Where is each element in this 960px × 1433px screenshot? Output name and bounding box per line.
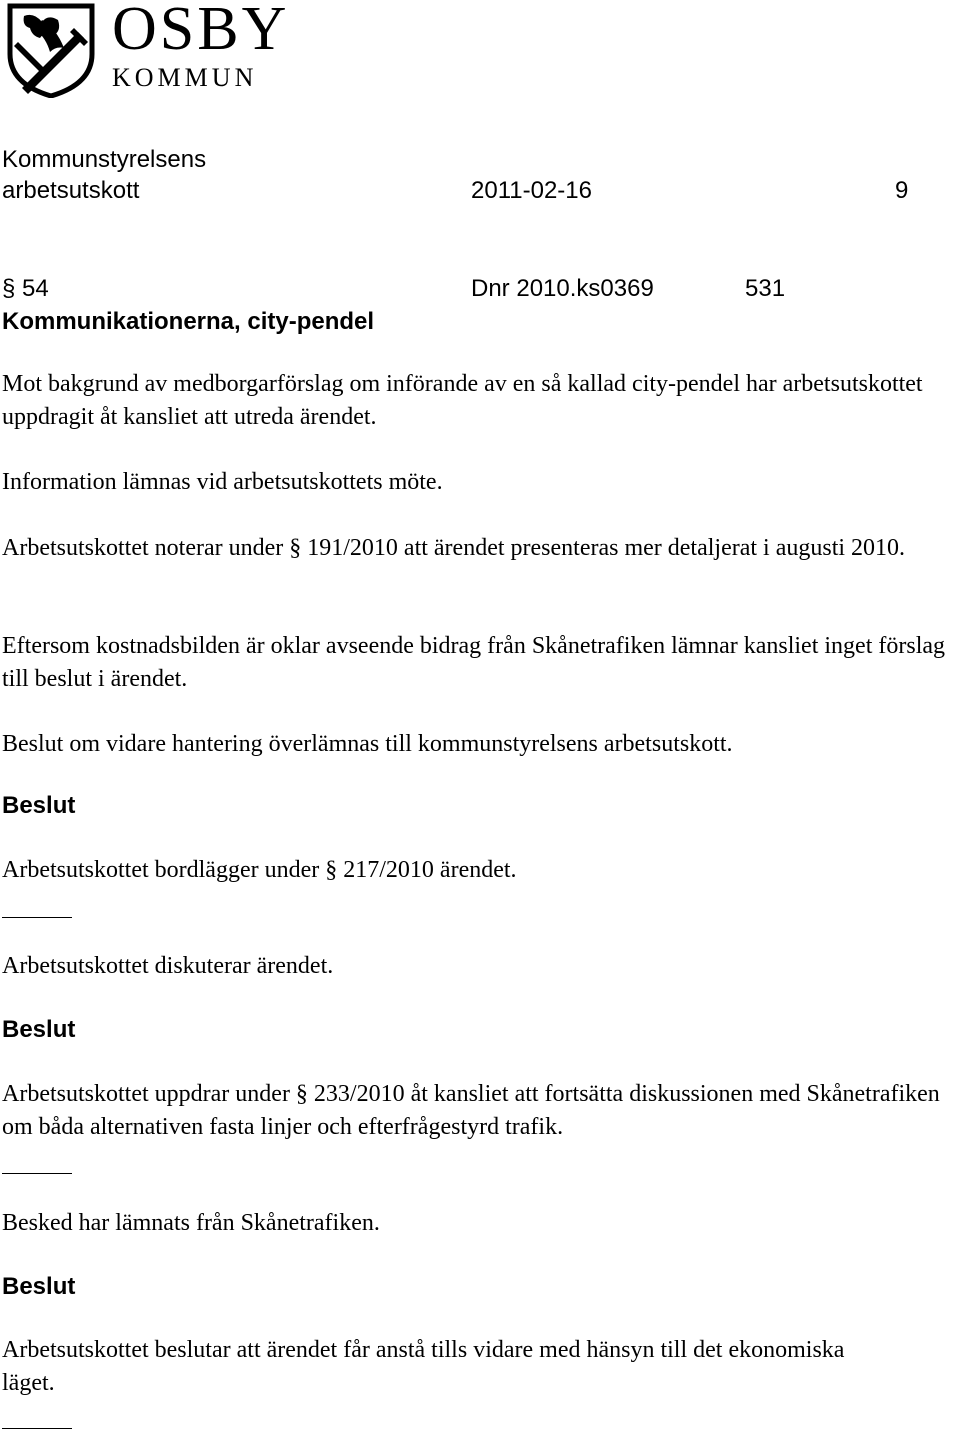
meeting-date: 2011-02-16 [471,177,592,204]
decision-heading-3: Beslut [2,1273,76,1300]
paragraph-information: Information lämnas vid arbetsutskottets möte. [2,469,443,495]
logo-wordmark-osby: OSBY [112,0,290,63]
decision-heading-2: Beslut [2,1016,76,1043]
paragraph-notice: Besked har lämnats från Skånetrafiken. [2,1210,380,1236]
paragraph-discussed: Arbetsutskottet diskuterar ärendet. [2,953,334,979]
osby-kommun-logo [4,0,290,102]
case-dnr: Dnr 2010.ks0369 [471,275,654,302]
committee-name-line1: Kommunstyrelsens [2,146,207,173]
separator-rule-2 [2,1173,72,1174]
separator-rule-3 [2,1428,72,1429]
paragraph-noted: Arbetsutskottet noterar under § 191/2010 att ärendet presenteras mer detaljerat i augusti 2010. [2,535,906,561]
coat-of-arms-emblem [4,2,100,98]
page-number: 9 [895,177,909,204]
paragraph-deferred: Arbetsutskottet beslutar att ärendet får anstå tills vidare med hänsyn till det ekonomiska läget. [2,1337,845,1396]
section-number: § 54 [2,275,49,302]
case-title: Kommunikationerna, city-pendel [2,308,375,335]
paragraph-tabled: Arbetsutskottet bordlägger under § 217/2010 ärendet. [2,857,517,883]
logo-wordmark-kommun: KOMMUN [112,63,258,92]
committee-name-line2: arbetsutskott [2,177,140,204]
paragraph-assignment: Arbetsutskottet uppdrar under § 233/2010 åt kansliet att fortsätta diskussionen med Skånetrafiken om båda alternativen fasta linjer och efterfrågestyrd trafik. [2,1081,940,1140]
decision-heading-1: Beslut [2,792,76,819]
case-code: 531 [745,275,786,302]
paragraph-background: Mot bakgrund av medborgarförslag om införande av en så kallad city-pendel har arbetsutskottet uppdragit åt kansliet att utreda ärendet. [2,371,923,430]
separator-rule-1 [2,917,72,918]
paragraph-cost: Eftersom kostnadsbilden är oklar avseende bidrag från Skånetrafiken lämnar kansliet inget förslag till beslut i ärendet. [2,633,946,692]
paragraph-handover: Beslut om vidare hantering överlämnas till kommunstyrelsens arbetsutskott. [2,731,733,757]
